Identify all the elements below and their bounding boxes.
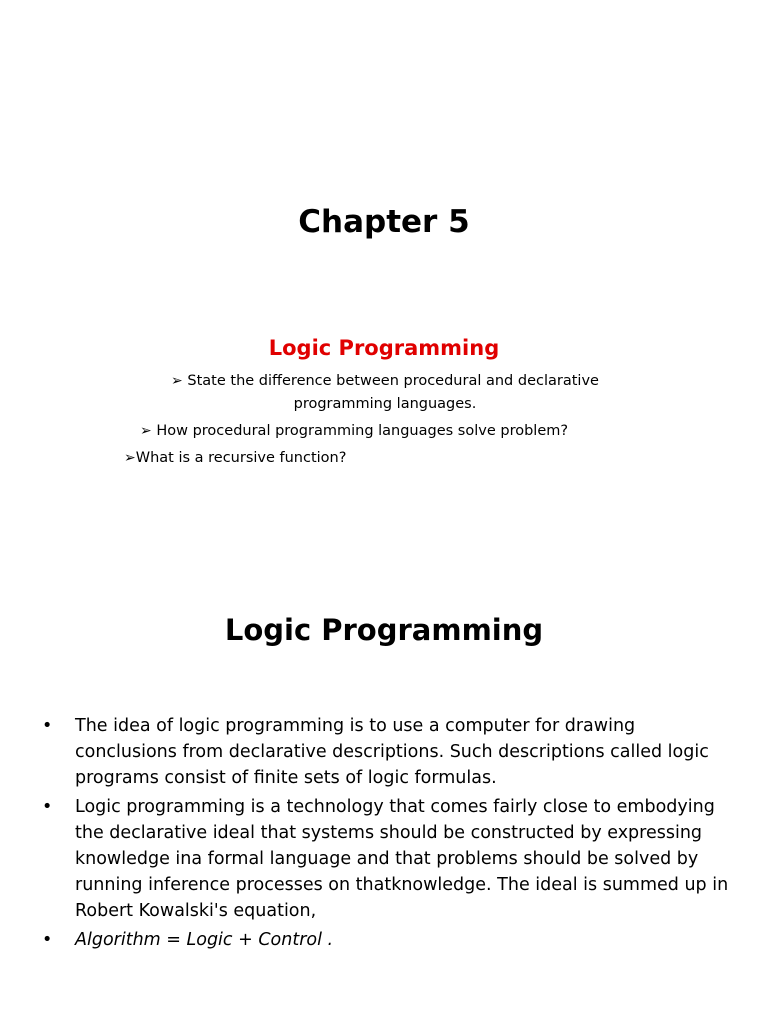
bullet-item — [38, 713, 738, 791]
bullet-dot-icon: • — [42, 797, 53, 817]
chapter-title: Chapter 5 — [298, 204, 470, 240]
arrow-bullet-icon: ➢ — [171, 373, 183, 389]
bullet-dot-icon: • — [42, 930, 53, 950]
objective-text: How procedural programming languages solve problem? — [156, 423, 569, 439]
arrow-bullet-icon: ➢ — [140, 423, 152, 439]
slide-logic-programming — [0, 500, 768, 1024]
slide-chapter-5 — [0, 0, 768, 500]
objective-text: What is a recursive function? — [135, 450, 347, 466]
slide-title: Logic Programming — [224, 613, 544, 647]
bullet-item — [38, 794, 738, 924]
bullet-list — [38, 713, 738, 956]
bullet-text: The idea of logic programming is to use a computer for drawing conclusions from declarative descriptions. Such descriptions called logic programs consist of finite sets of logic formulas. — [75, 716, 709, 788]
bullet-text: Logic programming is a technology that comes fairly close to embodying the declarative ideal that systems should be constructed by expressing knowledge ina formal language and that problems should be solved by running inference processes on thatknowledge. The ideal is summed up in Robert Kowalski's equation, — [75, 797, 729, 921]
bullet-item — [38, 927, 738, 953]
objective-item — [124, 447, 604, 470]
objective-item — [140, 370, 630, 416]
arrow-bullet-icon: ➢ — [124, 450, 136, 466]
equation-text: Algorithm = Logic + Control . — [75, 930, 334, 950]
objective-text: State the difference between procedural and declarative programming languages. — [187, 373, 599, 412]
objective-item — [140, 420, 620, 443]
section-title: Logic Programming — [268, 336, 500, 360]
bullet-dot-icon: • — [42, 716, 53, 736]
